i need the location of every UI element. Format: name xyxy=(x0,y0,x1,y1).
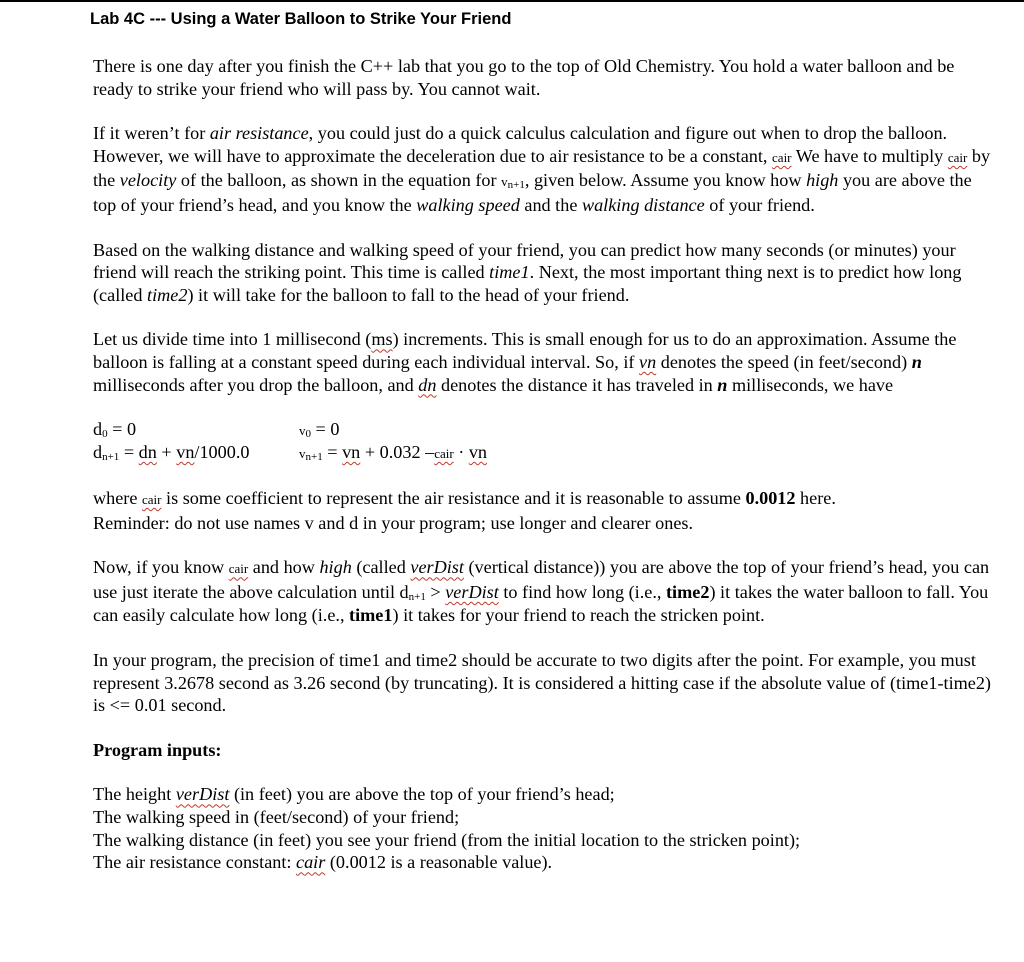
var-vn: vn xyxy=(342,442,361,463)
term-time2: time2 xyxy=(147,284,188,305)
timing-paragraph xyxy=(93,239,993,307)
subscript: n+1 xyxy=(102,451,120,464)
term-walking-speed: walking speed xyxy=(416,194,520,215)
text: milliseconds after you drop the balloon, and xyxy=(93,374,419,395)
term-time2: time2 xyxy=(666,581,710,602)
iteration-paragraph xyxy=(93,556,993,626)
var-vn: vn xyxy=(639,351,657,372)
var-n: n xyxy=(717,374,728,395)
text: by the xyxy=(93,145,991,191)
term-verdist: verDist xyxy=(410,557,464,578)
term-verdist: verDist xyxy=(175,784,230,805)
eq-text: = 0 xyxy=(107,419,137,440)
coefficient-paragraph xyxy=(93,487,993,534)
text: and the xyxy=(519,194,582,215)
input-line-height xyxy=(93,783,993,806)
term-cair: cair xyxy=(434,446,454,462)
eq-symbol: v xyxy=(299,423,306,439)
text: (called xyxy=(351,557,411,578)
term-high: high xyxy=(806,170,839,191)
subscript: n+1 xyxy=(507,179,525,192)
precision-paragraph: In your program, the precision of time1 and time2 should be accurate to two digits after the point. For example, you must represent 3.2678 second as 3.26 second (by truncating). It is considered a hitting case if the absolute value of (time1-time2) is <= 0.01 second. xyxy=(93,650,991,716)
text: to find how long (i.e., xyxy=(498,581,666,602)
text: (in feet) you are above the top of your friend’s head; xyxy=(229,784,615,805)
text: denotes the distance it has traveled in xyxy=(436,374,718,395)
page-title: Lab 4C --- Using a Water Balloon to Strike Your Friend xyxy=(90,10,512,28)
equation-vn1 xyxy=(299,441,487,466)
subscript: 0 xyxy=(305,428,311,441)
text: where xyxy=(93,488,142,509)
subscript: 0 xyxy=(102,428,108,441)
input-line-distance: The walking distance (in feet) you see your friend (from the initial location to the stricken point); xyxy=(93,829,801,850)
term-cair: cair xyxy=(772,149,792,165)
eq-text: = xyxy=(322,442,343,463)
text: Now, if you know xyxy=(93,557,229,578)
inputs-list xyxy=(93,783,993,873)
document-page xyxy=(90,8,993,874)
increment-paragraph xyxy=(93,328,993,396)
var-vn: vn xyxy=(468,442,488,463)
text: of the balloon, as shown in the equation for xyxy=(176,170,502,191)
var-dn: dn xyxy=(418,374,437,395)
text: . Next, the most important thing next is to predict how long (called xyxy=(93,262,962,305)
text: > xyxy=(425,581,446,602)
text: , you could just do a quick calculus calculation and figure out when to drop the balloon. However, we will have to approximate the deceleration due to air resistance to be a constant, xyxy=(93,123,948,166)
term-verdist: verDist xyxy=(445,581,499,602)
text: If it weren’t for xyxy=(93,123,210,144)
eq-text: = 0 xyxy=(311,419,340,440)
text: is some coefficient to represent the air resistance and it is reasonable to assume xyxy=(161,488,746,509)
term-ms: ms xyxy=(371,329,393,350)
text: , given below. Assume you know how xyxy=(524,170,807,191)
text: We have to multiply xyxy=(791,145,948,166)
text: denotes the speed (in feet/second) xyxy=(656,351,912,372)
text: and how xyxy=(248,557,320,578)
equations-block xyxy=(93,418,993,464)
eq-symbol: d xyxy=(93,419,103,440)
equation-d0 xyxy=(93,418,136,441)
subscript: n+1 xyxy=(408,590,426,603)
eq-text: · xyxy=(453,442,469,463)
subscript: n+1 xyxy=(305,451,323,464)
var-v: v xyxy=(501,174,508,190)
term-velocity: velocity xyxy=(119,170,177,191)
eq-text: + xyxy=(156,442,177,463)
text: here. xyxy=(795,488,836,509)
eq-text: /1000.0 xyxy=(194,442,250,463)
intro-paragraph: There is one day after you finish the C++ lab that you go to the top of Old Chemistry. You hold a water balloon and be ready to strike your friend who will pass by. You cannot wait. xyxy=(93,56,955,99)
eq-text: = xyxy=(119,442,139,463)
var-vn: vn xyxy=(176,442,195,463)
text: ) increments. This is small enough for us to do an approximation. Assume the balloon is falling at a constant speed during each individual interval. So, if xyxy=(93,329,957,372)
text: milliseconds, we have xyxy=(727,374,894,395)
term-cair: cair xyxy=(947,149,968,165)
top-border xyxy=(0,0,1024,2)
input-line-cair xyxy=(93,851,993,874)
term-high: high xyxy=(319,557,352,578)
text: Based on the walking distance and walking speed of your friend, you can predict how many seconds (or minutes) your friend will reach the striking point. This time is called xyxy=(93,239,956,283)
inputs-heading: Program inputs: xyxy=(93,739,222,760)
var-dn: dn xyxy=(138,442,157,463)
text: The height xyxy=(93,784,176,805)
term-cair: cair xyxy=(228,561,249,577)
eq-symbol: d xyxy=(93,442,103,463)
term-time1: time1 xyxy=(349,604,393,625)
text: (0.0012 is a reasonable value). xyxy=(325,852,553,873)
text: you are above the top of your friend’s head, and you know the xyxy=(93,170,972,215)
reminder-text: Reminder: do not use names v and d in your program; use longer and clearer ones. xyxy=(93,512,694,533)
text: (vertical distance)) you are above the top of your friend’s head, you can use just iterate the above calculation until d xyxy=(93,557,990,602)
text: The air resistance constant: xyxy=(93,852,297,873)
term-time1: time1 xyxy=(489,262,530,283)
air-resistance-paragraph xyxy=(93,122,993,216)
eq-text: + 0.032 – xyxy=(360,442,435,463)
coefficient-value: 0.0012 xyxy=(745,488,796,509)
equation-v0 xyxy=(299,418,339,443)
input-line-speed: The walking speed in (feet/second) of your friend; xyxy=(93,807,460,828)
text: of your friend. xyxy=(704,194,815,215)
eq-symbol: v xyxy=(299,446,306,462)
text: ) it takes the water balloon to fall. You can easily calculate how long (i.e., xyxy=(93,581,989,625)
var-n: n xyxy=(911,351,922,372)
term-cair: cair xyxy=(141,492,162,508)
term-air-resistance: air resistance xyxy=(209,123,309,144)
term-cair: cair xyxy=(296,852,326,873)
text: Let us divide time into 1 millisecond ( xyxy=(93,329,372,350)
text: ) it takes for your friend to reach the stricken point. xyxy=(392,604,765,625)
text: ) it will take for the balloon to fall to the head of your friend. xyxy=(187,284,630,305)
equation-dn1 xyxy=(93,441,249,464)
term-walking-distance: walking distance xyxy=(581,194,705,215)
